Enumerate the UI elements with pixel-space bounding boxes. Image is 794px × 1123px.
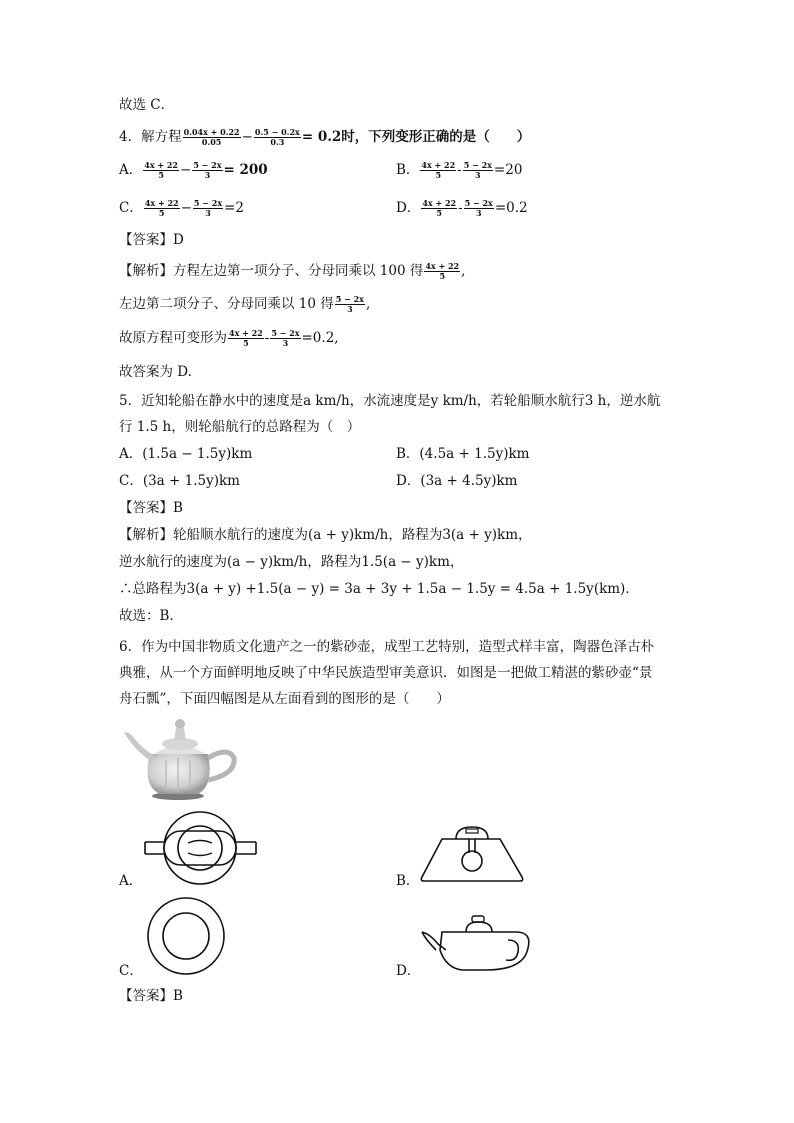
question-4	[119, 128, 530, 147]
text-line: 故答案为 D.	[119, 364, 192, 380]
answer: 【答案】D	[119, 232, 184, 248]
explanation-line: 【解析】方程左边第一项分子、分母同乘以 100 得 $\frac{4x + 22}{5}$ ,	[119, 261, 466, 281]
figure-b-label: B．	[396, 873, 420, 889]
option-a: A． $\frac{4x + 22}{5}$ − $\frac{5 - 2x}{3}$ = 200	[119, 160, 268, 180]
text-line: 故选：B.	[119, 608, 174, 624]
option-b: B．(4.5a + 1.5y)km	[396, 446, 530, 462]
fraction: $\frac{0.04x + 0.22}{0.05}$	[183, 127, 240, 147]
figure-b	[420, 823, 530, 885]
figure-d	[420, 910, 532, 974]
explanation-line: 【解析】轮船顺水航行的速度为(a + y)km/h，路程为3(a + y)km，	[119, 527, 532, 543]
question-5-line: 5．近知轮船在静水中的速度是a km/h，水流速度是y km/h，若轮船顺水航行3 h，逆水航	[119, 393, 661, 409]
minus: −	[241, 129, 253, 145]
option-a: A．(1.5a − 1.5y)km	[119, 446, 253, 462]
explanation-line: 逆水航行的速度为(a − y)km/h，路程为1.5(a − y)km，	[119, 554, 464, 570]
figure-a-label: A．	[119, 873, 143, 889]
question-6-line: 6．作为中国非物质文化遗产之一的紫砂壶，成型工艺特别，造型式样丰富，陶器色泽古朴	[119, 639, 655, 655]
option-b: B． $\frac{4x + 22}{5}$ - $\frac{5 - 2x}{3}$ =20	[396, 160, 523, 180]
question-6-line: 舟石瓢”，下面四幅图是从左面看到的图形的是（ ）	[119, 691, 450, 707]
q4-prefix: 4．解方程	[119, 129, 182, 145]
figure-c-label: C．	[119, 963, 143, 979]
text-line: 故选 C．	[119, 97, 175, 113]
answer: 【答案】B	[119, 500, 183, 516]
figure-c	[144, 894, 228, 978]
figure-a	[143, 810, 258, 886]
figure-d-label: D．	[396, 963, 421, 979]
question-5-line: 行 1.5 h，则轮船航行的总路程为（ ）	[119, 419, 361, 435]
option-d: D．(3a + 4.5y)km	[396, 473, 518, 489]
answer: 【答案】B	[119, 988, 183, 1004]
fraction: $\frac{0.5 - 0.2x}{0.3}$	[254, 127, 300, 147]
explanation-line: 左边第二项分子、分母同乘以 10 得 $\frac{5 - 2x}{3}$ ,	[119, 294, 371, 314]
q4-tail: = 0.2时，下列变形正确的是（ ）	[301, 129, 531, 145]
option-d: D． $\frac{4x + 22}{5}$ - $\frac{5 - 2x}{3}$ =0.2	[396, 198, 528, 218]
explanation-line: 故原方程可变形为 $\frac{4x + 22}{5}$ - $\frac{5 - 2x}{3}$ =0.2,	[119, 328, 339, 348]
option-c: C．(3a + 1.5y)km	[119, 473, 240, 489]
explanation-line: ∴总路程为3(a + y) +1.5(a − y) = 3a + 3y + 1.5a − 1.5y = 4.5a + 1.5y(km)．	[119, 581, 639, 597]
question-6-line: 典雅，从一个方面鲜明地反映了中华民族造型审美意识．如图是一把做工精湛的紫砂壶“景	[119, 665, 653, 681]
option-c: C． $\frac{4x + 22}{5}$ − $\frac{5 - 2x}{3}$ =2	[119, 198, 244, 218]
teapot-photo	[120, 716, 240, 802]
